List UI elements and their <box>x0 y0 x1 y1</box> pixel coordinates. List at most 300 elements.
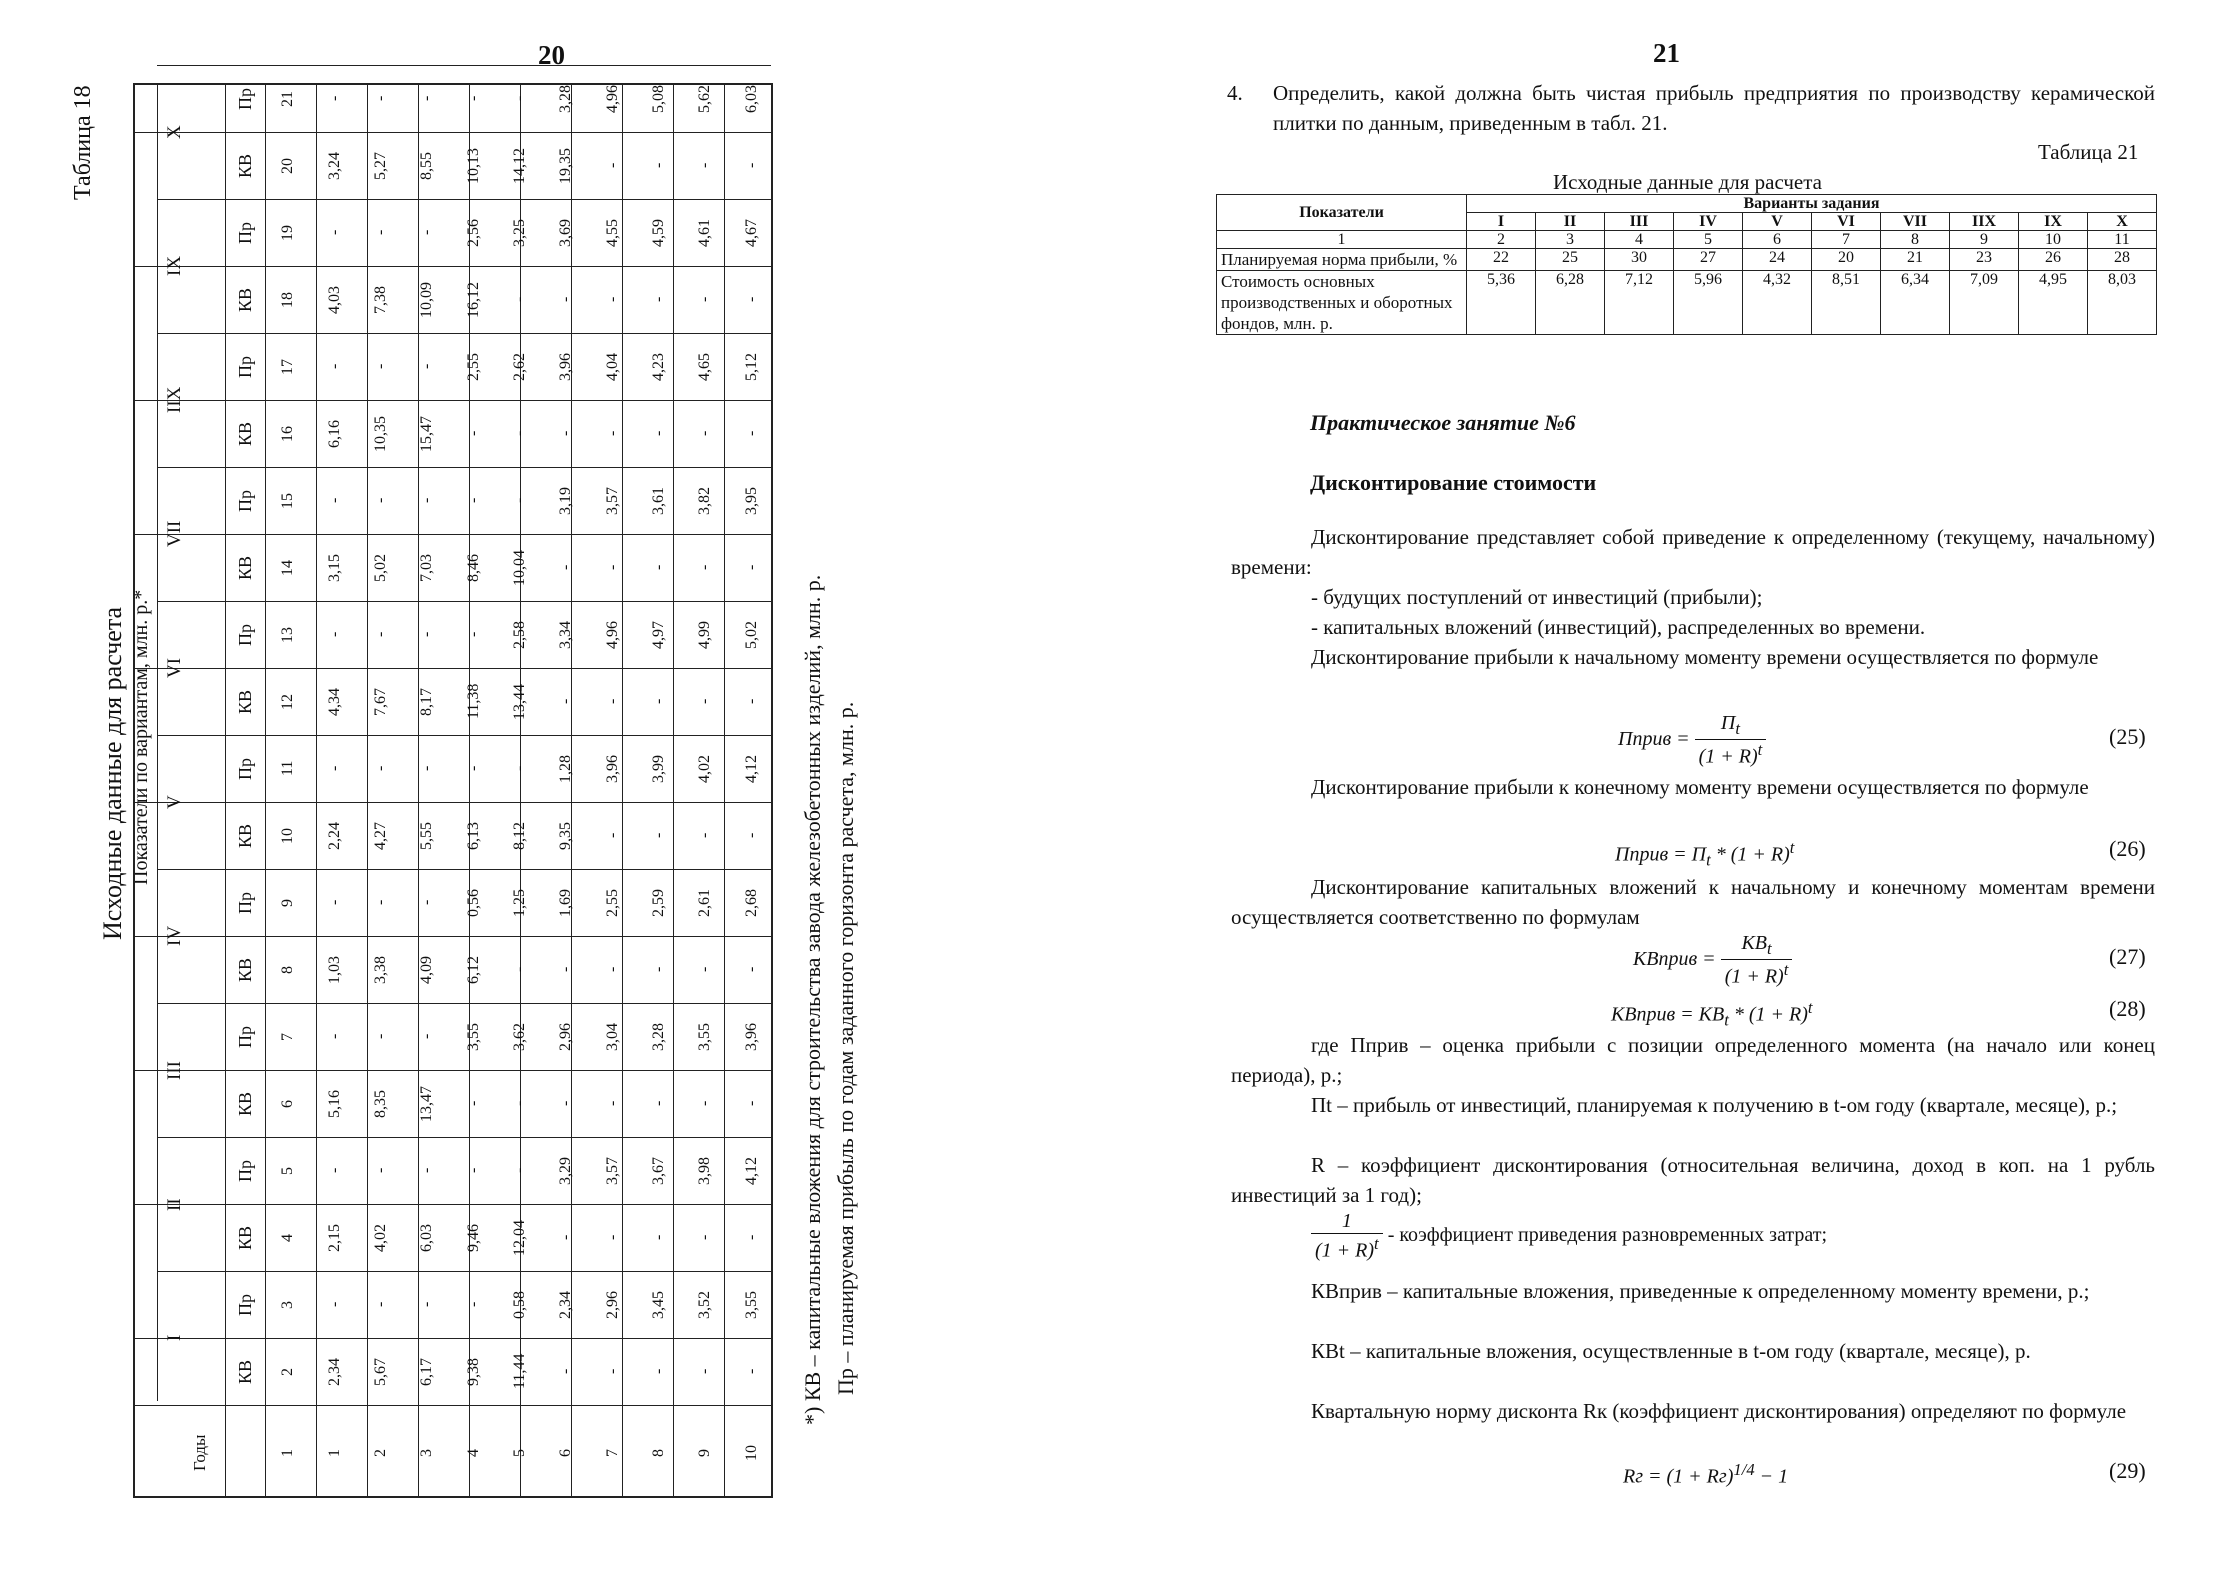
t21-variant-3: III <box>1605 213 1674 231</box>
value-cell: 1,25 <box>511 888 528 917</box>
value-cell: - <box>371 765 389 771</box>
grid-line <box>673 85 674 1496</box>
variant-header-2: II <box>164 1197 185 1211</box>
value-cell: 2,58 <box>511 620 528 649</box>
value-cell: 5,16 <box>325 1089 343 1118</box>
value-cell: - <box>418 631 436 637</box>
col-number: 4 <box>279 1233 297 1242</box>
value-cell: 4,61 <box>696 218 714 247</box>
value-cell: - <box>464 430 482 436</box>
value-cell: 8,55 <box>418 151 436 180</box>
value-cell: - <box>742 966 760 972</box>
value-cell: 8,35 <box>371 1089 389 1118</box>
year-cell: 6 <box>557 1448 575 1457</box>
grid-line <box>157 1137 771 1138</box>
paragraph-11: Квартальную норму дисконта Rк (коэффициент дисконтирования) определяют по формуле <box>1311 1399 2127 1423</box>
value-cell: - <box>371 95 389 101</box>
subheader-kv: КВ <box>234 555 255 580</box>
value-cell: 1,28 <box>557 754 575 783</box>
value-cell: - <box>696 162 714 168</box>
value-cell: - <box>511 765 528 771</box>
value-cell: - <box>742 1234 760 1240</box>
value-cell: - <box>696 1368 714 1374</box>
value-cell: - <box>511 966 528 972</box>
col-number: 7 <box>279 1032 297 1041</box>
t21-colnum: 10 <box>2019 231 2088 249</box>
value-cell: 3,55 <box>696 1022 714 1051</box>
t21-variant-8: IIX <box>1950 213 2019 231</box>
value-cell: 10,09 <box>418 281 436 318</box>
value-cell: 4,02 <box>696 754 714 783</box>
t21-cell: 26 <box>2019 249 2088 271</box>
value-cell: - <box>371 229 389 235</box>
t21-cell: 7,09 <box>1950 271 2019 335</box>
value-cell: 11,44 <box>511 1353 528 1389</box>
value-cell: - <box>742 296 760 302</box>
value-cell: - <box>696 296 714 302</box>
col-number: 5 <box>279 1166 297 1175</box>
value-cell: 5,55 <box>418 821 436 850</box>
value-cell: - <box>464 95 482 101</box>
value-cell: - <box>696 1100 714 1106</box>
formula-25: Пприв = $\frac{П_t}{(1 + R)^t}$ <box>1618 712 1766 769</box>
value-cell: 3,15 <box>325 553 343 582</box>
value-cell: 2,62 <box>511 352 528 381</box>
paragraph-2: Дисконтирование прибыли к начальному моменту времени осуществляется по формуле <box>1311 645 2099 669</box>
value-cell: 3,61 <box>650 486 668 515</box>
value-cell: 3,24 <box>325 151 343 180</box>
value-cell: 2,96 <box>603 1290 621 1319</box>
value-cell: - <box>418 497 436 503</box>
value-cell: 10,35 <box>371 415 389 452</box>
value-cell: 9,35 <box>557 821 575 850</box>
subheader-pr: Пр <box>234 87 255 110</box>
value-cell: - <box>557 698 575 704</box>
page-number-right: 21 <box>1653 38 1680 68</box>
value-cell: - <box>557 1100 575 1106</box>
value-cell: 7,67 <box>371 687 389 716</box>
value-cell: 5,62 <box>696 84 714 113</box>
col-number: 11 <box>279 760 297 776</box>
t21-cell: 20 <box>1812 249 1881 271</box>
col-number: 6 <box>279 1099 297 1108</box>
value-cell: - <box>464 1100 482 1106</box>
grid-line <box>157 869 771 870</box>
grid-line <box>135 534 771 535</box>
value-cell: 2,15 <box>325 1223 343 1252</box>
paragraph-5: где Пприв – оценка прибыли с позиции определенного момента (на начало или конец периода), р.; <box>1231 1033 2155 1087</box>
value-cell: 6,12 <box>464 955 482 984</box>
grid-line <box>135 1405 771 1406</box>
value-cell: - <box>696 564 714 570</box>
t21-cell: 6,28 <box>1536 271 1605 335</box>
value-cell: 10,04 <box>511 549 528 586</box>
value-cell: - <box>696 966 714 972</box>
value-cell: 7,38 <box>371 285 389 314</box>
col-number: 12 <box>279 693 297 710</box>
value-cell: - <box>696 832 714 838</box>
value-cell: 3,19 <box>557 486 575 515</box>
year-cell: 7 <box>603 1448 621 1457</box>
subheader-pr: Пр <box>234 489 255 512</box>
value-cell: 5,67 <box>371 1357 389 1386</box>
paragraph-9: КВприв – капитальные вложения, приведенные к определенному моменту времени, р.; <box>1311 1279 2090 1303</box>
variant-header-6: VI <box>164 657 185 678</box>
paragraph-1: Дисконтирование представляет собой приведение к определенному (текущему, начальному) времени: <box>1231 525 2155 579</box>
value-cell: 3,29 <box>557 1156 575 1185</box>
value-cell: 8,17 <box>418 687 436 716</box>
table-21-title: Исходные данные для расчета <box>1553 170 1823 194</box>
subheader-kv: КВ <box>234 1091 255 1116</box>
col-number: 3 <box>279 1300 297 1309</box>
year-cell: 1 <box>325 1448 343 1457</box>
value-cell: - <box>603 1234 621 1240</box>
value-cell: - <box>511 497 528 503</box>
value-cell: 4,02 <box>371 1223 389 1252</box>
item-number: 4. <box>1227 81 1243 105</box>
value-cell: - <box>742 564 760 570</box>
value-cell: - <box>696 1234 714 1240</box>
paragraph-6: Пt – прибыль от инвестиций, планируемая к получению в t-ом году (квартале, месяце), р.; <box>1311 1093 2118 1117</box>
subheader-kv: КВ <box>234 1225 255 1250</box>
t21-cell: 8,03 <box>2088 271 2157 335</box>
value-cell: - <box>650 162 668 168</box>
grid-line <box>724 85 725 1496</box>
table-subtitle: Показатели по вариантам, млн. р.* <box>130 589 152 885</box>
grid-line <box>135 266 771 267</box>
value-cell: - <box>511 430 528 436</box>
value-cell: - <box>511 95 528 101</box>
value-cell: 3,99 <box>650 754 668 783</box>
grid-line <box>135 668 771 669</box>
t21-cell: 28 <box>2088 249 2157 271</box>
formula-25-number: (25) <box>2109 724 2146 749</box>
grid-line <box>157 85 158 1401</box>
year-cell: 8 <box>650 1448 668 1457</box>
value-cell: - <box>325 1167 343 1173</box>
col-number: 1 <box>279 1448 297 1457</box>
practice-title: Практическое занятие №6 <box>1310 410 1576 435</box>
value-cell: 4,12 <box>742 754 760 783</box>
t21-cell: 4,32 <box>1743 271 1812 335</box>
value-cell: - <box>464 631 482 637</box>
t21-colnum: 6 <box>1743 231 1812 249</box>
t21-cell: 25 <box>1536 249 1605 271</box>
t21-variant-1: I <box>1467 213 1536 231</box>
th-indicators: Показатели <box>1217 195 1467 231</box>
value-cell: - <box>418 1033 436 1039</box>
variant-header-7: VII <box>164 520 185 547</box>
value-cell: 2,55 <box>603 888 621 917</box>
value-cell: 4,59 <box>650 218 668 247</box>
value-cell: - <box>325 631 343 637</box>
value-cell: - <box>371 1167 389 1173</box>
grid-line <box>367 85 368 1496</box>
value-cell: 2,34 <box>557 1290 575 1319</box>
subheader-pr: Пр <box>234 221 255 244</box>
t21-cell: 21 <box>1881 249 1950 271</box>
col-number: 19 <box>279 224 297 241</box>
value-cell: 3,38 <box>371 955 389 984</box>
bullet-1: - будущих поступлений от инвестиций (прибыли); <box>1311 585 1763 609</box>
value-cell: 3,96 <box>603 754 621 783</box>
value-cell: 4,03 <box>325 285 343 314</box>
value-cell: 3,82 <box>696 486 714 515</box>
data-table-18 <box>133 83 773 1498</box>
value-cell: 3,96 <box>557 352 575 381</box>
grid-line <box>157 467 771 468</box>
subheader-kv: КВ <box>234 421 255 446</box>
value-cell: 2,34 <box>325 1357 343 1386</box>
col-number: 21 <box>279 90 297 107</box>
formula-28-number: (28) <box>2109 996 2146 1021</box>
value-cell: 4,23 <box>650 352 668 381</box>
subheader-kv: КВ <box>234 689 255 714</box>
subheader-kv: КВ <box>234 153 255 178</box>
value-cell: - <box>603 1368 621 1374</box>
year-cell: 2 <box>371 1448 389 1457</box>
value-cell: - <box>418 229 436 235</box>
value-cell: 10,13 <box>464 147 482 184</box>
t21-cell: 5,96 <box>1674 271 1743 335</box>
year-cell: 3 <box>418 1448 436 1457</box>
subheader-pr: Пр <box>234 1025 255 1048</box>
t21-cell: 22 <box>1467 249 1536 271</box>
t21-colnum: 8 <box>1881 231 1950 249</box>
paragraph-4: Дисконтирование капитальных вложений к начальному и конечному моментам времени осуществляется соответственно по формулам <box>1231 875 2155 929</box>
value-cell: - <box>650 296 668 302</box>
grid-line <box>225 85 226 1496</box>
value-cell: 2,56 <box>464 218 482 247</box>
variant-header-3: III <box>164 1060 185 1080</box>
value-cell: 4,97 <box>650 620 668 649</box>
value-cell: 14,12 <box>511 147 528 184</box>
value-cell: 2,96 <box>557 1022 575 1051</box>
value-cell: 4,55 <box>603 218 621 247</box>
right-page <box>1113 0 2226 1574</box>
value-cell: 4,09 <box>418 955 436 984</box>
grid-line <box>157 601 771 602</box>
t21-cell: 8,51 <box>1812 271 1881 335</box>
value-cell: - <box>371 899 389 905</box>
value-cell: 9,38 <box>464 1357 482 1386</box>
t21-variant-10: X <box>2088 213 2157 231</box>
value-cell: - <box>557 966 575 972</box>
formula-29-number: (29) <box>2109 1458 2146 1483</box>
t21-colnum: 1 <box>1217 231 1467 249</box>
value-cell: - <box>464 1167 482 1173</box>
bullet-2: - капитальных вложений (инвестиций), распределенных во времени. <box>1311 615 1926 639</box>
value-cell: 13,47 <box>418 1085 436 1122</box>
col-number: 20 <box>279 157 297 174</box>
value-cell: - <box>325 899 343 905</box>
value-cell: - <box>696 698 714 704</box>
grid-line <box>157 735 771 736</box>
value-cell: - <box>418 765 436 771</box>
value-cell: 3,67 <box>650 1156 668 1185</box>
value-cell: 1,03 <box>325 955 343 984</box>
value-cell: 5,12 <box>742 352 760 381</box>
value-cell: 3,34 <box>557 620 575 649</box>
value-cell: 3,98 <box>696 1156 714 1185</box>
table-title: Исходные данные для расчета <box>98 606 127 940</box>
grid-line <box>135 1204 771 1205</box>
value-cell: - <box>603 430 621 436</box>
col-number: 9 <box>279 898 297 907</box>
section-title: Дисконтирование стоимости <box>1310 470 1597 495</box>
table-caption: Таблица 18 <box>70 85 96 200</box>
grid-line <box>157 1271 771 1272</box>
value-cell: - <box>325 95 343 101</box>
value-cell: 4,96 <box>603 84 621 113</box>
intro-text: Определить, какой должна быть чистая прибыль предприятия по производству керамической плитки по данным, приведенным в табл. 21. <box>1273 81 2155 135</box>
value-cell: - <box>557 564 575 570</box>
subheader-pr: Пр <box>234 355 255 378</box>
value-cell: 12,04 <box>511 1219 528 1256</box>
value-cell: 7,03 <box>418 553 436 582</box>
value-cell: 6,13 <box>464 821 482 850</box>
value-cell: - <box>603 832 621 838</box>
th-variants: Варианты задания <box>1467 195 2157 213</box>
value-cell: - <box>371 497 389 503</box>
value-cell: - <box>650 1100 668 1106</box>
subheader-pr: Пр <box>234 891 255 914</box>
t21-cell: 4,95 <box>2019 271 2088 335</box>
value-cell: 4,27 <box>371 821 389 850</box>
value-cell: - <box>557 296 575 302</box>
value-cell: - <box>650 832 668 838</box>
grid-line <box>135 802 771 803</box>
value-cell: 3,62 <box>511 1022 528 1051</box>
value-cell: 5,27 <box>371 151 389 180</box>
t21-variant-2: II <box>1536 213 1605 231</box>
col-number: 8 <box>279 965 297 974</box>
t21-colnum: 2 <box>1467 231 1536 249</box>
t21-variant-6: VI <box>1812 213 1881 231</box>
value-cell: 3,55 <box>464 1022 482 1051</box>
t21-colnum: 5 <box>1674 231 1743 249</box>
formula-27-number: (27) <box>2109 944 2146 969</box>
value-cell: 13,44 <box>511 683 528 720</box>
value-cell: - <box>603 162 621 168</box>
formula-29: Rг = (1 + Rг)$^{1/4}$ − 1 <box>1623 1460 1789 1488</box>
value-cell: 19,35 <box>557 147 575 184</box>
value-cell: - <box>511 1100 528 1106</box>
grid-line <box>135 1338 771 1339</box>
value-cell: 5,08 <box>650 84 668 113</box>
grid-line <box>157 199 771 200</box>
value-cell: 4,12 <box>742 1156 760 1185</box>
grid-line <box>157 333 771 334</box>
value-cell: - <box>325 1033 343 1039</box>
value-cell: - <box>418 95 436 101</box>
value-cell: 6,16 <box>325 419 343 448</box>
t21-cell: 24 <box>1743 249 1812 271</box>
formula-27: КВприв = $\frac{КВ_t}{(1 + R)^t}$ <box>1633 932 1792 989</box>
value-cell: 3,95 <box>742 486 760 515</box>
value-cell: 4,67 <box>742 218 760 247</box>
t21-colnum: 11 <box>2088 231 2157 249</box>
value-cell: 3,28 <box>650 1022 668 1051</box>
value-cell: - <box>418 363 436 369</box>
value-cell: 4,99 <box>696 620 714 649</box>
t21-cell: 30 <box>1605 249 1674 271</box>
value-cell: 3,04 <box>603 1022 621 1051</box>
col-number: 2 <box>279 1367 297 1376</box>
value-cell: - <box>325 229 343 235</box>
value-cell: 11,38 <box>464 683 482 719</box>
paragraph-3: Дисконтирование прибыли к конечному моменту времени осуществляется по формуле <box>1311 775 2089 799</box>
value-cell: - <box>603 698 621 704</box>
value-cell: 16,12 <box>464 281 482 318</box>
value-cell: 8,12 <box>511 821 528 850</box>
formula-26: Пприв = $П_t * (1 + R)^t$ <box>1615 838 1795 870</box>
value-cell: - <box>650 698 668 704</box>
t21-cell: 27 <box>1674 249 1743 271</box>
value-cell: - <box>511 296 528 302</box>
value-cell: - <box>603 296 621 302</box>
value-cell: 3,96 <box>742 1022 760 1051</box>
grid-line <box>622 85 623 1496</box>
variant-header-5: V <box>164 795 185 809</box>
value-cell: 5,02 <box>371 553 389 582</box>
col-number: 18 <box>279 291 297 308</box>
discount-factor-formula: $\frac{1}{(1 + R)^t}$ - коэффициент приведения разновременных затрат; <box>1311 1210 1827 1263</box>
paragraph-10: КВt – капитальные вложения, осуществленные в t-ом году (квартале, месяце), р. <box>1311 1339 2031 1363</box>
t21-colnum: 4 <box>1605 231 1674 249</box>
t21-row-label: Планируемая норма прибыли, % <box>1217 249 1467 271</box>
value-cell: - <box>464 765 482 771</box>
value-cell: 4,04 <box>603 352 621 381</box>
value-cell: - <box>603 966 621 972</box>
variant-header-1: I <box>164 1334 185 1341</box>
footnote-2: Пр – планируемая прибыль по годам заданного горизонта расчета, млн. р. <box>833 701 858 1395</box>
value-cell: - <box>557 430 575 436</box>
value-cell: - <box>603 564 621 570</box>
value-cell: - <box>650 966 668 972</box>
value-cell: - <box>371 1033 389 1039</box>
value-cell: - <box>742 1368 760 1374</box>
year-cell: 9 <box>696 1448 714 1457</box>
grid-line <box>157 1003 771 1004</box>
value-cell: - <box>325 765 343 771</box>
year-cell: 10 <box>742 1444 760 1461</box>
formula-28: КВприв = $КВ_t * (1 + R)^t$ <box>1611 998 1813 1030</box>
col-number: 13 <box>279 626 297 643</box>
paragraph-7: R – коэффициент дисконтирования (относительная величина, доход в коп. на 1 рубль инвестиций за 1 год); <box>1231 1153 2155 1207</box>
value-cell: 6,03 <box>742 84 760 113</box>
value-cell: 2,55 <box>464 352 482 381</box>
subheader-pr: Пр <box>234 1293 255 1316</box>
value-cell: 0,56 <box>464 888 482 917</box>
table-21-label: Таблица 21 <box>2038 140 2139 164</box>
value-cell: - <box>464 497 482 503</box>
value-cell: 2,59 <box>650 888 668 917</box>
value-cell: - <box>742 832 760 838</box>
value-cell: 3,57 <box>603 486 621 515</box>
value-cell: - <box>557 1368 575 1374</box>
footnote-1: *) КВ – капитальные вложения для строительства завода железобетонных изделий, млн. р. <box>800 574 825 1425</box>
t21-variant-4: IV <box>1674 213 1743 231</box>
t21-cell: 23 <box>1950 249 2019 271</box>
value-cell: - <box>557 1234 575 1240</box>
value-cell: - <box>742 430 760 436</box>
value-cell: - <box>418 1301 436 1307</box>
subheader-pr: Пр <box>234 623 255 646</box>
value-cell: 6,17 <box>418 1357 436 1386</box>
t21-colnum: 9 <box>1950 231 2019 249</box>
subheader-kv: КВ <box>234 823 255 848</box>
